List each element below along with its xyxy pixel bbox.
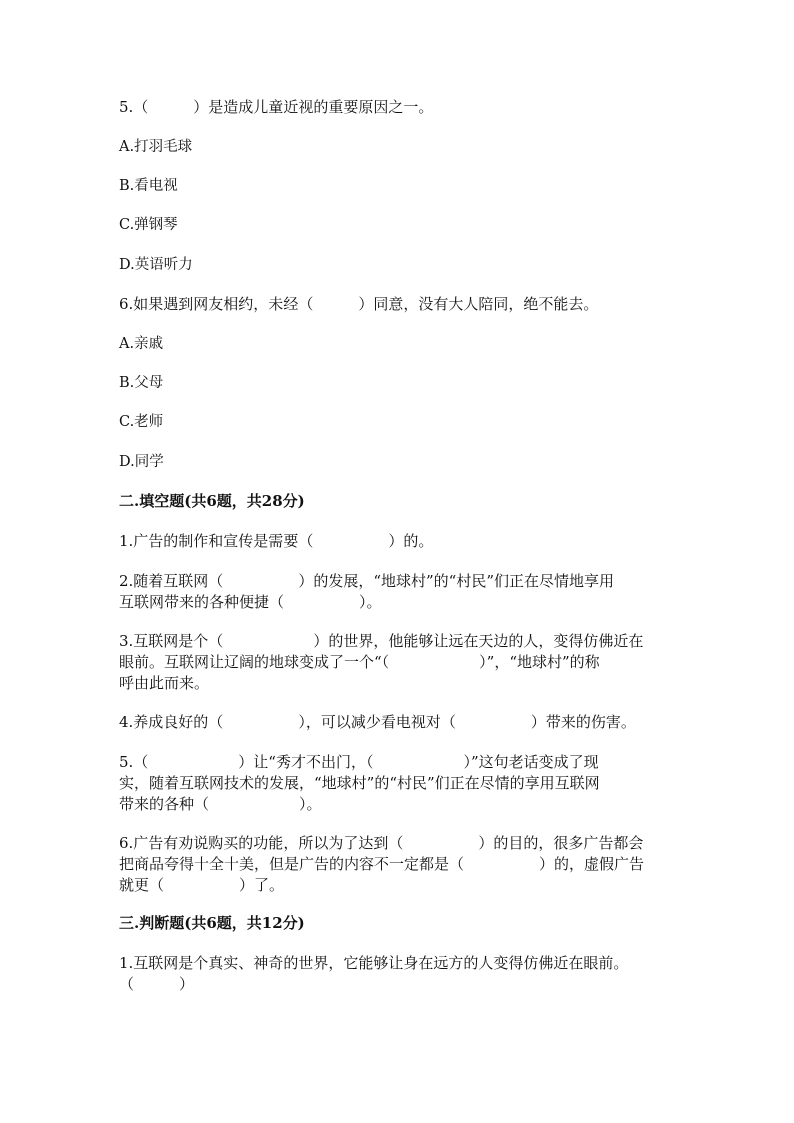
question-5-stem: 5.（ ）是造成儿童近视的重要原因之一。 [119,98,434,116]
fill-question-5-cont-1: 实，随着互联网技术的发展，“地球村”的“村民”们正在尽情的享用互联网 [119,774,600,792]
fill-question-6-cont-2: 就更（ ）了。 [119,876,285,894]
fill-question-5-cont-2: 带来的各种（ ）。 [119,795,322,813]
fill-question-3-cont-1: 眼前。互联网让辽阔的地球变成了一个“（ ）”，“地球村”的称 [119,653,600,671]
question-6-option-d: D.同学 [119,454,164,470]
judge-question-1-cont: （ ） [119,975,195,993]
fill-question-1: 1.广告的制作和宣传是需要（ ）的。 [119,532,434,550]
fill-question-3: 3.互联网是个（ ）的世界，他能够让远在天边的人，变得仿佛近在 [119,632,644,650]
judge-question-1: 1.互联网是个真实、神奇的世界，它能够让身在远方的人变得仿佛近在眼前。 [119,954,629,972]
question-5-option-c: C.弹钢琴 [119,217,178,233]
section-2-title: 二.填空题(共6题，共28分) [119,492,305,510]
question-5-option-d: D.英语听力 [119,257,193,273]
fill-question-2: 2.随着互联网（ ）的发展，“地球村”的“村民”们正在尽情地享用 [119,572,614,590]
fill-question-6: 6.广告有劝说购买的功能，所以为了达到（ ）的目的，很多广告都会 [119,834,644,852]
fill-question-3-cont-2: 呼由此而来。 [119,674,210,692]
question-6-stem: 6.如果遇到网友相约，未经（ ）同意，没有大人陪同，绝不能去。 [119,295,599,313]
question-6-option-b: B.父母 [119,375,164,391]
fill-question-6-cont-1: 把商品夸得十全十美，但是广告的内容不一定都是（ ）的，虚假广告 [119,855,645,873]
section-3-title: 三.判断题(共6题，共12分) [119,914,305,932]
fill-question-2-cont: 互联网带来的各种便捷（ ）。 [119,593,382,611]
question-6-option-c: C.老师 [119,414,164,430]
question-5-option-b: B.看电视 [119,178,178,194]
fill-question-4: 4.养成良好的（ ），可以减少看电视对（ ）带来的伤害。 [119,713,636,731]
question-5-option-a: A.打羽毛球 [119,139,193,155]
question-6-option-a: A.亲戚 [119,336,164,352]
fill-question-5: 5.（ ）让“秀才不出门，（ ）”这句老话变成了现 [119,753,599,771]
